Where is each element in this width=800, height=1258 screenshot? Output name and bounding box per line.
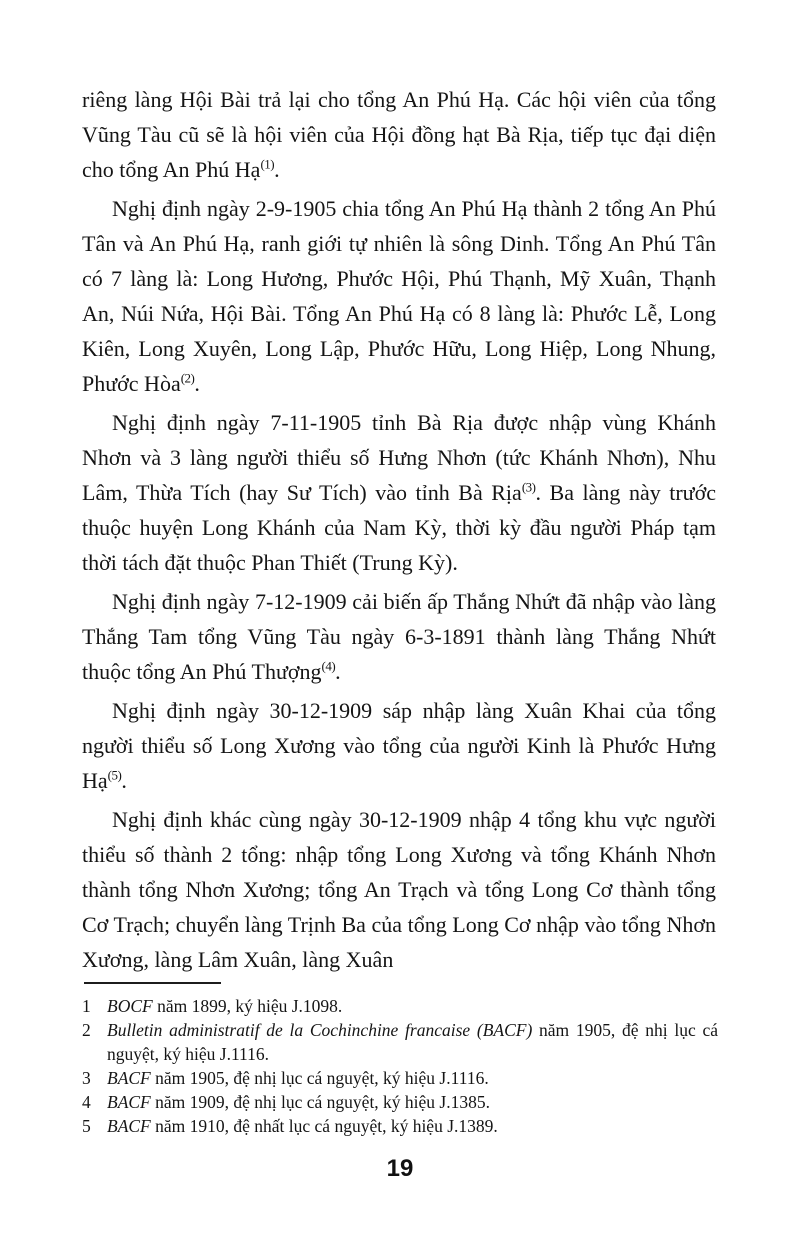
paragraph-text: Nghị định ngày 30-12-1909 sáp nhập làng Xuân Khai của tổng người thiểu số Long Xương vào tổng của người Kinh là Phước Hưng Hạ [82,698,716,793]
paragraph-text: . [194,371,200,396]
paragraph [82,191,716,401]
footnote-number: 3 [82,1068,91,1088]
footnote-number: 1 [82,996,91,1016]
paragraph-text: Nghị định khác cùng ngày 30-12-1909 nhập 4 tổng khu vực người thiểu số thành 2 tổng: nhập tổng Long Xương và tổng Khánh Nhơn thành tổng Nhơn Xương; tổng An Trạch và tổng Long Cơ thành tổng Cơ Trạch; chuyển làng Trịnh Ba của tổng Long Cơ nhập vào tổng Nhơn Xương, làng Lâm Xuân, làng Xuân [82,807,716,972]
footnote-source-title: BOCF [107,996,153,1016]
footnote-text [107,1114,718,1138]
page-number: 19 [386,1155,414,1182]
footnote-text [107,994,718,1018]
footnote-ref: (1) [260,156,275,172]
paragraph-text: . [335,659,341,684]
paragraph [82,693,716,798]
paragraph [82,802,716,977]
footnote-number: 4 [82,1092,91,1112]
footnote-detail: năm 1910, đệ nhất lục cá nguyệt, ký hiệu J.1389. [150,1116,498,1136]
footnote-text [107,1090,718,1114]
footnote-detail: năm 1899, ký hiệu J.1098. [152,996,343,1016]
paragraph [82,405,716,580]
footnote-detail: năm 1905, đệ nhị lục cá nguyệt, ký hiệu J.1116. [150,1068,489,1088]
footnote-separator [84,982,221,984]
footnote-number: 5 [82,1116,91,1136]
footnote-number: 2 [82,1020,91,1040]
footnote-item [82,1114,718,1138]
footnote-detail: năm 1905, đệ nhị lục cá nguyệt, ký hiệu J.1116. [107,1020,718,1064]
footnote-item [82,1090,718,1114]
paragraph [82,584,716,689]
paragraph-text: . [274,157,280,182]
footnote-ref: (4) [321,658,336,674]
footnote-detail: năm 1909, đệ nhị lục cá nguyệt, ký hiệu J.1385. [150,1092,490,1112]
paragraph-text: Nghị định ngày 2-9-1905 chia tổng An Phú Hạ thành 2 tổng An Phú Tân và An Phú Hạ, ranh giới tự nhiên là sông Dinh. Tổng An Phú Tân có 7 làng là: Long Hương, Phước Hội, Phú Thạnh, Mỹ Xuân, Thạnh An, Núi Nứa, Hội Bài. Tổng An Phú Hạ có 8 làng là: Phước Lễ, Long Kiên, Long Xuyên, Long Lập, Phước Hữu, Long Hiệp, Long Nhung, Phước Hòa [82,196,716,396]
paragraph-text: . [121,768,127,793]
page-body [82,82,716,981]
footnote-ref: (2) [180,370,195,386]
footnote-source-title: BACF [107,1068,151,1088]
footnote-source-title: Bulletin administratif de la Cochinchine francaise (BACF) [107,1020,533,1040]
paragraph-text: Nghị định ngày 7-11-1905 tỉnh Bà Rịa được nhập vùng Khánh Nhơn và 3 làng người thiểu số Hưng Nhơn (tức Khánh Nhơn), Nhu Lâm, Thừa Tích (hay Sư Tích) vào tỉnh Bà Rịa [82,410,716,505]
paragraph [82,82,716,187]
footnote-source-title: BACF [107,1092,151,1112]
paragraph-text: . Ba làng này trước thuộc huyện Long Khánh của Nam Kỳ, thời kỳ đầu người Pháp tạm thời tách đặt thuộc Phan Thiết (Trung Kỳ). [82,480,717,575]
footnote-ref: (3) [521,479,536,495]
footnote-source-title: BACF [107,1116,151,1136]
footnote-text [107,1018,718,1066]
footnote-item [82,994,718,1018]
footnote-item [82,1066,718,1090]
footnote-text [107,1066,718,1090]
paragraph-text: Nghị định ngày 7-12-1909 cải biến ấp Thắng Nhứt đã nhập vào làng Thắng Tam tổng Vũng Tàu ngày 6-3-1891 thành làng Thắng Nhứt thuộc tổng An Phú Thượng [82,589,716,684]
footnotes [82,994,718,1138]
paragraph-text: riêng làng Hội Bài trả lại cho tổng An Phú Hạ. Các hội viên của tổng Vũng Tàu cũ sẽ là hội viên của Hội đồng hạt Bà Rịa, tiếp tục đại diện cho tổng An Phú Hạ [82,87,716,182]
footnote-ref: (5) [107,767,122,783]
footnote-item [82,1018,718,1066]
